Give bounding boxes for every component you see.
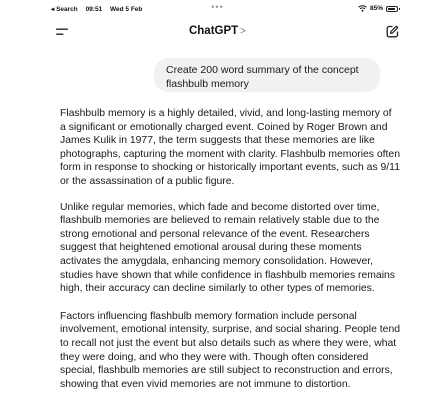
user-message-text: Create 200 word summary of the concept flashbulb memory	[166, 64, 359, 90]
status-bar	[0, 2, 435, 19]
wifi-icon	[358, 5, 367, 12]
model-selector[interactable]	[0, 25, 435, 37]
battery-icon	[386, 6, 398, 12]
app-title: ChatGPT	[188, 25, 239, 37]
response-paragraph: Flashbulb memory is a highly detailed, vivid, and long-lasting memory of a significant or emotionally charged event. Coined by Roger Brown and James Kulik in 1977, the term suggests that these memories are like photographs, capturing the moment with clarity. Flashbulb memories often form in response to shocking or historically important events, such as 9/11 or the assassination of a public figure.	[60, 108, 400, 187]
status-time: 09:51	[85, 6, 103, 13]
status-date: Wed 5 Feb	[110, 6, 143, 13]
response-paragraph: Factors influencing flashbulb memory formation include personal involvement, emotional intensity, surprise, and social sharing. People tend to recall not just the event but also details such as where they were, what they were doing, and who they were with. Though often considered special, flashbulb memories are still subject to reconstruction and errors, showing that even vivid memories are not immune to distortion.	[60, 310, 400, 390]
response-paragraph: Unlike regular memories, which fade and become distorted over time, flashbulb memories are believed to remain relatively stable due to the strong emotional and personal relevance of the event. Researchers suggest that heightened emotional arousal during these moments activates the amygdala, enhancing memory consolidation. However, studies have shown that while confidence in flashbulb memories remains high, their accuracy can decline similarly to other types of memories.	[60, 201, 395, 295]
user-message-bubble	[154, 58, 380, 92]
back-to-search-link[interactable]: ◂ Search	[51, 6, 78, 13]
battery-percent: 85%	[369, 5, 383, 12]
status-right	[358, 5, 398, 12]
assistant-response	[60, 107, 400, 403]
app-header	[0, 22, 435, 44]
multitasking-dots[interactable]: •••	[211, 2, 224, 12]
new-chat-edit-icon[interactable]	[386, 25, 399, 38]
chevron-right-icon: >	[240, 26, 247, 37]
